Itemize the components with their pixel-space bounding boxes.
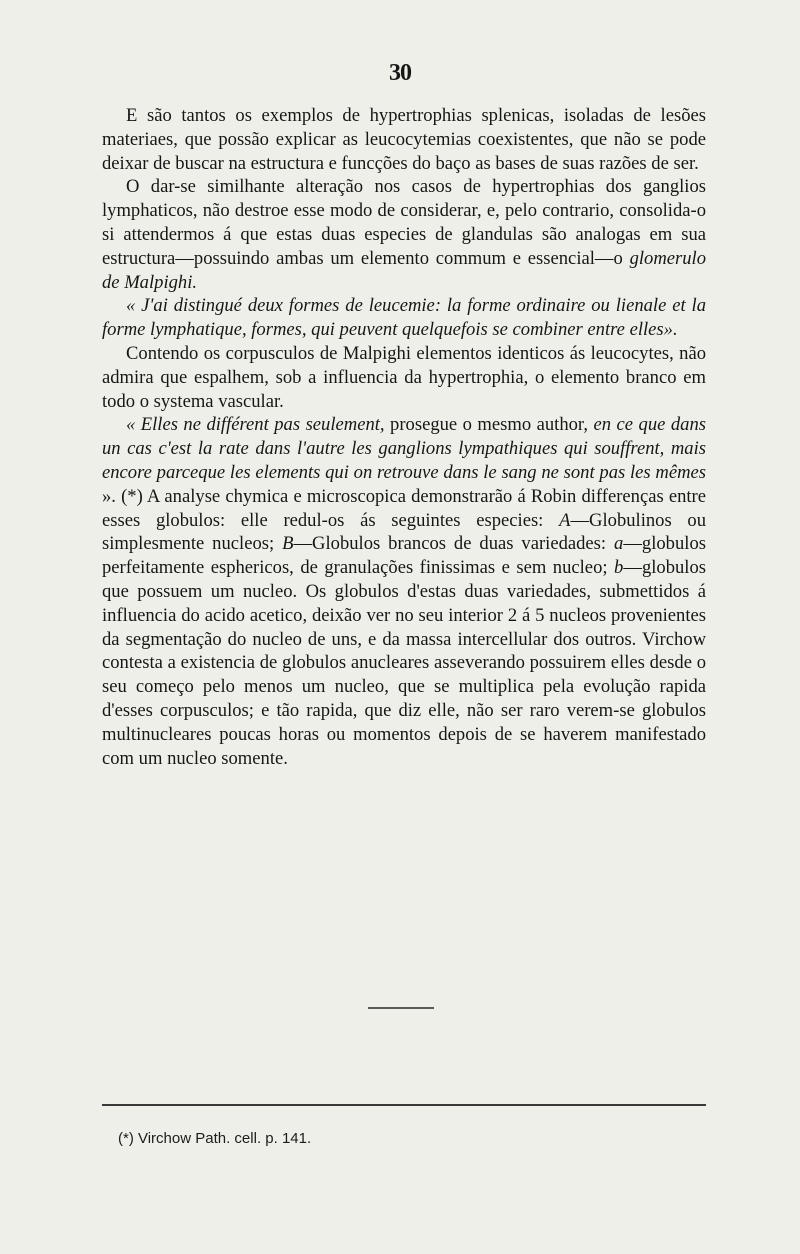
label-B: B xyxy=(282,533,294,555)
paragraph-4: Contendo os corpusculos de Malpighi elementos identicos ás leucocytes, não admira que espalhem, sob a influencia da hypertrophia, o elemento branco em todo o systema vascular. xyxy=(102,342,706,412)
paragraph-1: E são tantos os exemplos de hypertrophias splenicas, isoladas de lesões materiaes, que possão explicar as leucocytemias coexistentes, que não se pode deixar de buscar na estructura e funcções do baço as bases de suas razões de ser. xyxy=(102,105,706,174)
paragraph-5-text-a: prosegue o mesmo author, xyxy=(390,414,589,436)
paragraph-2-text: O dar-se similhante alteração nos casos de hypertrophias dos ganglios lymphaticos, não destroe esse modo de considerar, e, pelo contrario, consolida-o si attendermos á que estas duas especies de glandulas são analogas em sua estructura—possuindo ambas um elemento commum e essencial—o xyxy=(102,176,706,269)
paragraph-5-text-c: —Globulinos ou simplesmente nucleos; xyxy=(102,509,707,555)
paragraph-5-text-e: —globulos perfeitamente esphericos, de granulações finissimas e sem nucleo; xyxy=(102,533,706,579)
paragraph-5-text-f: —globulos que possuem um nucleo. Os globulos d'estas duas variedades, submettidos á influencia do acido acetico, deixão ver no seu interior 2 á 5 nucleos provenientes da segmentação do nucleo de uns, e da massa intercellular dos outros. Virchow contesta a existencia de globulos anucleares asseverando possuirem elles desde o seu começo pelo menos um nucleo, que se multiplica pela evolução rapida d'esses corpusculos; e tão rapida, que diz elle, não ser raro verem-se globulos multinucleares poucas horas ou momentos depois de se haverem manifestado com um nucleo somente. xyxy=(102,557,706,769)
french-quote-2a: « Elles ne différent pas seulement, xyxy=(126,414,385,436)
label-b: b xyxy=(614,557,624,579)
footnote-divider xyxy=(102,1104,706,1106)
paragraph-2 xyxy=(102,175,706,294)
paragraph-5 xyxy=(102,413,706,770)
footnote: (*) Virchow Path. cell. p. 141. xyxy=(118,1130,312,1147)
paragraph-5-text-b: ». (*) A analyse chymica e microscopica demonstrarão á Robin differenças entre esses globulos: elle redul-os ás seguintes especies: xyxy=(102,485,706,531)
french-quote-1-text: « J'ai distingué deux formes de leucemie: la forme ordinaire ou lienale et la forme lymphatique, formes, qui peuvent quelquefois se combiner entre elles». xyxy=(102,295,706,341)
paragraph-2-italic: glomerulo de Malpighi. xyxy=(102,247,706,293)
label-a: a xyxy=(614,533,624,555)
paragraph-5-text-d: —Globulos brancos de duas variedades: xyxy=(293,533,607,555)
body-text xyxy=(102,104,706,770)
section-divider-short xyxy=(368,1007,434,1009)
label-A: A xyxy=(559,509,571,531)
page-number: 30 xyxy=(389,60,411,86)
french-quote-1 xyxy=(102,294,706,342)
french-quote-2b: en ce que dans un cas c'est la rate dans l'autre les ganglions lympathiques qui souffrent, mais encore parceque les elements qui on retrouve dans le sang ne sont pas les mêmes xyxy=(102,414,706,483)
